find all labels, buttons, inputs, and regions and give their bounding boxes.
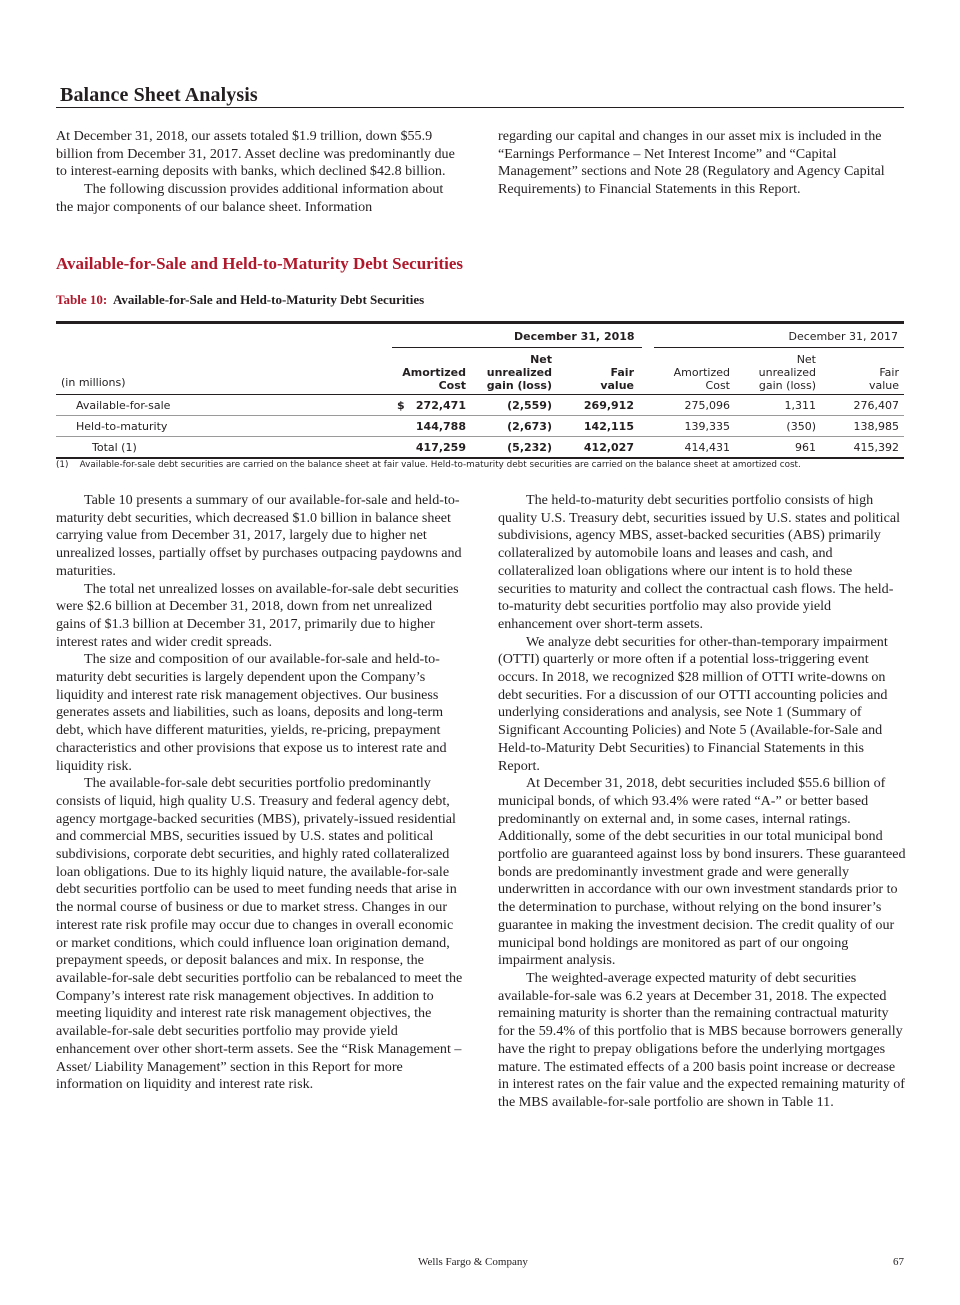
cell-net-2017: 1,311	[784, 399, 816, 412]
table-footnote	[56, 460, 801, 470]
body-paragraph: We analyze debt securities for other-than-temporary impairment (OTTI) quarterly or more often if a potential loss-triggering event occurs. In 2018, we recognized $28 million of OTTI write-downs on debt securities. For a discussion of our OTTI accounting policies and underlying considerations and analysis, see Note 1 (Summary of Significant Accounting Policies) and Note 5 (Available-for-Sale and Held-to-Maturity Debt Securities) to Financial Statements in this Report.	[498, 633, 888, 774]
intro-paragraph: The following discussion provides additional information about the major components of our balance sheet. Information	[56, 181, 444, 215]
cell-fair-2018: 142,115	[583, 420, 634, 433]
cell-net-2018: (2,673)	[507, 420, 552, 433]
body-paragraph: The size and composition of our available-for-sale and held-to-maturity debt securities is largely dependent upon the Company’s liquidity and interest rate risk management objectives. Our business generates assets and liabilities, such as loans, deposits and long-term debt, which have different maturities, yields, re-pricing, prepayment characteristics and other provisions that expose us to interest rate and liquidity risk.	[56, 651, 447, 774]
currency-symbol: $	[397, 399, 405, 412]
section-title-rule	[56, 107, 904, 108]
cell-fair-2018: 412,027	[583, 441, 634, 454]
body-paragraph: The total net unrealized losses on available-for-sale debt securities were $2.6 billion at December 31, 2018, down from net unrealized gains of $1.3 billion at December 31, 2017, primarily due to higher interest rates and wider credit spreads.	[56, 580, 459, 650]
cell-fair-2018: 269,912	[583, 399, 634, 412]
row-label: Total (1)	[92, 441, 137, 454]
col-header-amortized-2018: Amortized Cost	[402, 366, 466, 392]
intro-paragraph: At December 31, 2018, our assets totaled $1.9 trillion, down $55.9 billion from December 31, 2017. Asset decline was predominantly due to interest-earning deposits with banks, which declined $42.8 billion.	[56, 128, 455, 180]
body-paragraph: The held-to-maturity debt securities portfolio consists of high quality U.S. Treasury debt, securities issued by U.S. states and political subdivisions, agency MBS, asset-backed securities (ABS) primarily collateralized by automobile loans and leases and cash, and collateralized loan obligations where our intent is to hold these securities to maturity and collect the contractual cash flows. The held-to-maturity debt securities portfolio may also provide yield enhancement over short-term assets.	[498, 492, 901, 632]
body-paragraph: The available-for-sale debt securities portfolio predominantly consists of liquid, high quality U.S. Treasury and federal agency debt, agency mortgage-backed securities (MBS), privately-issued residential and commercial MBS, securities issued by U.S. states and political subdivisions, corporate debt securities, and highly rated collateralized loan obligations. Due to its highly liquid nature, the available-for-sale debt securities portfolio can be used to meet funding needs that arise in the normal course of business or due to market stress. Changes in our interest rate risk profile may occur due to changes in overall economic or market conditions, which could influence loan origination demand, prepayment speeds, or deposit balances and mix. In response, the available-for-sale debt securities portfolio can be rebalanced to meet the Company’s interest rate risk management objectives. In addition to meeting liquidity and interest rate risk management objectives, the available-for-sale debt securities portfolio may provide yield enhancement over other short-term assets. See the “Risk Management – Asset/ Liability Management” section in this Report for more information on liquidity and interest rate risk.	[56, 775, 463, 1093]
row-label: Held-to-maturity	[76, 420, 168, 433]
col-header-amortized-2017: Amortized Cost	[673, 366, 730, 392]
cell-fair-2017: 415,392	[853, 441, 899, 454]
footnote-text: Available-for-sale debt securities are carried on the balance sheet at fair value. Held-to-maturity debt securities are carried on the balance sheet at amortized cost.	[79, 460, 801, 470]
cell-amortized-2017: 414,431	[684, 441, 730, 454]
footnote-mark: (1)	[56, 460, 69, 470]
col-header-net-2018: Net unrealized gain (loss)	[486, 353, 552, 392]
table-title: Available-for-Sale and Held-to-Maturity Debt Securities	[112, 292, 425, 307]
table-caption	[56, 292, 424, 308]
table-number: Table 10:	[56, 292, 108, 307]
body-right-column	[498, 492, 906, 1112]
cell-amortized-2018: 272,471	[415, 399, 466, 412]
cell-amortized-2017: 139,335	[684, 420, 730, 433]
cell-net-2017: 961	[795, 441, 816, 454]
intro-paragraph: regarding our capital and changes in our asset mix is included in the “Earnings Performance – Net Interest Income” and “Capital Management” sections and Note 28 (Regulatory and Agency Capital Requirements) to Financial Statements in this Report.	[498, 128, 885, 198]
body-paragraph: The weighted-average expected maturity of debt securities available-for-sale was 6.2 years at December 31, 2018. The expected remaining maturity is shorter than the remaining contractual maturity for the 59.4% of this portfolio that is MBS because borrowers generally have the right to prepay obligations before the underlying mortgages mature. The estimated effects of a 200 basis point increase or decrease in interest rates on the fair value and the expected remaining maturity of the MBS available-for-sale portfolio are shown in Table 11.	[498, 969, 905, 1110]
table-row	[56, 395, 904, 416]
cell-fair-2017: 276,407	[853, 399, 899, 412]
body-paragraph: At December 31, 2018, debt securities included $55.6 billion of municipal bonds, of which 93.4% were rated “A-” or better based predominantly on external and, in some cases, internal ratings. Additionally, some of the debt securities in our total municipal bond portfolio are guaranteed against loss by bond insurers. These guaranteed bonds are predominantly investment grade and were generally underwritten in accordance with our own investment standards prior to the determination to purchase, without relying on the bond insurer’s guarantee in making the investment decision. The credit quality of our municipal bond holdings are monitored as part of our ongoing impairment analysis.	[498, 775, 906, 969]
securities-table	[56, 321, 904, 459]
subsection-title: Available-for-Sale and Held-to-Maturity Debt Securities	[56, 254, 463, 273]
intro-left-column	[56, 128, 464, 217]
footer-company: Wells Fargo & Company	[418, 1256, 528, 1268]
cell-net-2018: (2,559)	[507, 399, 552, 412]
col-header-fair-2017: Fair value	[868, 366, 899, 392]
col-header-fair-2018: Fair value	[600, 366, 634, 392]
table-header	[56, 324, 904, 395]
body-left-column	[56, 492, 464, 1094]
intro-right-column	[498, 128, 906, 199]
section-title: Balance Sheet Analysis	[60, 84, 258, 106]
cell-amortized-2018: 144,788	[415, 420, 466, 433]
row-label: Available-for-sale	[76, 399, 171, 412]
group-header-2018: December 31, 2018	[514, 330, 635, 343]
page-number: 67	[893, 1256, 904, 1268]
table-row	[56, 416, 904, 437]
group-header-2017: December 31, 2017	[788, 330, 898, 343]
cell-amortized-2017: 275,096	[684, 399, 730, 412]
cell-fair-2017: 138,985	[853, 420, 899, 433]
units-label: (in millions)	[61, 376, 126, 389]
body-paragraph: Table 10 presents a summary of our available-for-sale and held-to-maturity debt securities, which decreased $1.0 billion in balance sheet carrying value from December 31, 2017, largely due to higher net unrealized losses, partially offset by purchases outpacing paydowns and maturities.	[56, 492, 462, 579]
table-row-total	[56, 437, 904, 459]
cell-net-2018: (5,232)	[507, 441, 552, 454]
col-header-net-2017: Net unrealized gain (loss)	[758, 353, 816, 392]
cell-amortized-2018: 417,259	[415, 441, 466, 454]
cell-net-2017: (350)	[786, 420, 816, 433]
